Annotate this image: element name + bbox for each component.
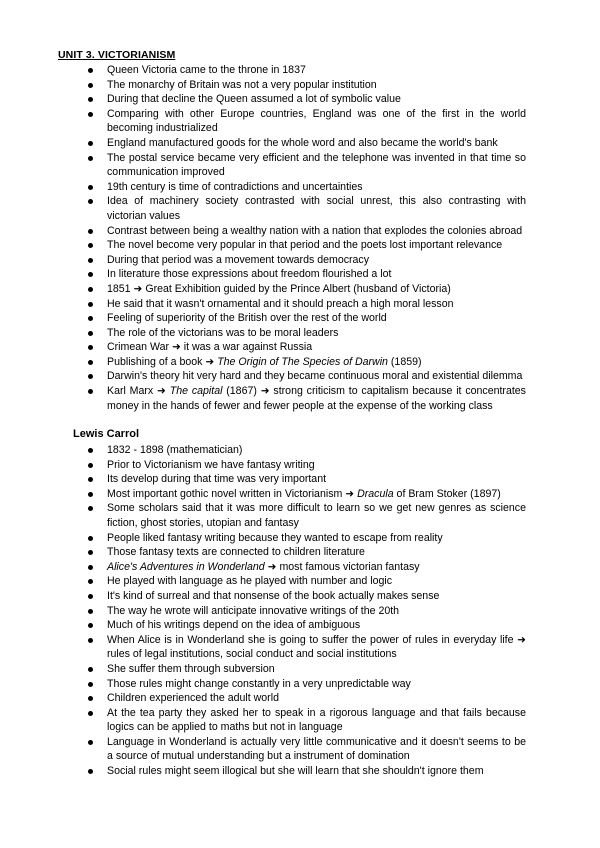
list-item: [0, 92, 600, 107]
list-item-text: Prior to Victorianism we have fantasy writing: [107, 458, 315, 471]
list-item-text: He played with language as he played with number and logic: [107, 575, 393, 588]
list-item: [0, 531, 600, 546]
list-item-text: Feeling of superiority of the British over the rest of the world: [107, 312, 387, 325]
list-item: [0, 735, 600, 764]
list-item-text: The role of the victorians was to be moral leaders: [107, 326, 339, 339]
list-item-text: Crimean War ➜ it was a war against Russia: [107, 341, 313, 354]
list-item-text: She suffer them through subversion: [107, 662, 275, 675]
list-item: [0, 384, 600, 413]
list-item-text: It's kind of surreal and that nonsense of the book actually makes sense: [107, 589, 440, 602]
list-item-text: People liked fantasy writing because they wanted to escape from reality: [107, 531, 443, 544]
list-item-text: Those rules might change constantly in a very unpredictable way: [107, 677, 411, 690]
list-item-text: 1832 - 1898 (mathematician): [107, 444, 243, 456]
list-item: [0, 194, 600, 223]
list-item: [0, 458, 600, 473]
list-item-text: During that decline the Queen assumed a lot of symbolic value: [107, 93, 401, 106]
list-item: [0, 311, 600, 326]
list-item-text: Publishing of a book ➜: [107, 355, 218, 368]
list-item-text: During that period was a movement towards democracy: [107, 253, 370, 266]
italic-title-text: Alice's Adventures in Wonderland: [107, 560, 265, 573]
list-item: [0, 443, 600, 458]
list-item: [0, 574, 600, 589]
list-item: [0, 326, 600, 341]
italic-title-text: Dracula: [357, 487, 394, 500]
list-item: [0, 136, 600, 151]
list-item-text: Some scholars said that it was more difficult to learn so we get new genres as science fiction, ghost stories, utopian and fantasy: [107, 502, 526, 529]
list-item: [0, 618, 600, 633]
list-item: [0, 340, 600, 355]
list-item: [0, 501, 600, 530]
list-item-text: Those fantasy texts are connected to children literature: [107, 546, 365, 559]
list-item: [0, 282, 600, 297]
list-item-text: Much of his writings depend on the idea of ambiguous: [107, 619, 361, 632]
list-item-text: Children experienced the adult world: [107, 692, 279, 705]
list-item: [0, 78, 600, 93]
list-item: [0, 355, 600, 370]
list-item: [0, 180, 600, 195]
list-item: [0, 764, 600, 779]
list-item-text: Its develop during that time was very important: [107, 473, 327, 486]
list-item-text: At the tea party they asked her to speak in a rigorous language and that fails because logics can be applied to maths but not in language: [107, 706, 526, 734]
list-item-text: The novel become very popular in that period and the poets lost important relevance: [107, 239, 503, 252]
list-item: [0, 691, 600, 706]
list-item-text: The way he wrote will anticipate innovative writings of the 20th: [107, 604, 400, 617]
list-item: [0, 677, 600, 692]
list-item: [0, 633, 600, 662]
list-item: [0, 253, 600, 268]
list-item: [0, 151, 600, 180]
list-item-text: Queen Victoria came to the throne in 1837: [107, 64, 306, 76]
list-item-text: ➜ most famous victorian fantasy: [264, 560, 420, 573]
list-item: [0, 560, 600, 575]
victorianism-bullet-list: [0, 63, 600, 413]
list-item: [0, 63, 600, 78]
list-item: [0, 369, 600, 384]
list-item: [0, 662, 600, 677]
list-item: [0, 545, 600, 560]
list-item: [0, 107, 600, 136]
lewis-carrol-bullet-list: [0, 443, 600, 779]
list-item-text: Contrast between being a wealthy nation with a nation that explodes the colonies abroad: [107, 224, 523, 237]
list-item-text: When Alice is in Wonderland she is going to suffer the power of rules in everyday life ➜ rules of legal institutions, social conduct and social institutions: [107, 633, 526, 661]
list-item: [0, 297, 600, 312]
list-item-text: The postal service became very efficient and the telephone was invented in that time so communication improved: [107, 151, 526, 179]
list-item-text: 1851 ➜ Great Exhibition guided by the Prince Albert (husband of Victoria): [107, 282, 451, 295]
italic-title-text: The capital: [169, 385, 223, 398]
italic-title-text: The Origin of The Species of Darwin: [217, 355, 388, 368]
list-item-text: of Bram Stoker (1897): [393, 487, 501, 500]
list-item-text: Darwin's theory hit very hard and they became continuous moral and existential dilemma: [107, 370, 523, 383]
list-item-text: Karl Marx ➜: [107, 385, 170, 398]
list-item: [0, 267, 600, 282]
list-item-text: Most important gothic novel written in Victorianism ➜: [107, 487, 358, 500]
list-item-text: (1859): [387, 355, 422, 368]
unit-title: UNIT 3. VICTORIANISM: [58, 49, 176, 61]
list-item: [0, 238, 600, 253]
list-item-text: The monarchy of Britain was not a very popular institution: [107, 78, 377, 91]
list-item-text: Social rules might seem illogical but she will learn that she shouldn't ignore them: [107, 765, 484, 778]
list-item-text: Idea of machinery society contrasted with social unrest, this also contrasting with victorian values: [107, 195, 526, 222]
list-item: [0, 706, 600, 735]
list-item-text: England manufactured goods for the whole word and also became the world's bank: [107, 136, 498, 149]
list-item: [0, 224, 600, 239]
list-item-text: He said that it wasn't ornamental and it should preach a high moral lesson: [107, 297, 454, 310]
list-item-text: (1867) ➜ strong criticism to capitalism because it concentrates money in the hands of fewer and fewer people at the expense of the working class: [107, 385, 526, 412]
list-item-text: Comparing with other Europe countries, England was one of the first in the world becoming industrialized: [107, 107, 526, 135]
list-item-text: 19th century is time of contradictions and uncertainties: [107, 180, 363, 193]
list-item-text: In literature those expressions about freedom flourished a lot: [107, 268, 392, 281]
list-item: [0, 472, 600, 487]
list-item: [0, 604, 600, 619]
section-title-lewis-carrol: Lewis Carrol: [73, 428, 140, 440]
list-item: [0, 589, 600, 604]
list-item-text: Language in Wonderland is actually very little communicative and it doesn't seems to be a source of mutual understanding but a instrument of domination: [107, 735, 526, 763]
list-item: [0, 487, 600, 502]
